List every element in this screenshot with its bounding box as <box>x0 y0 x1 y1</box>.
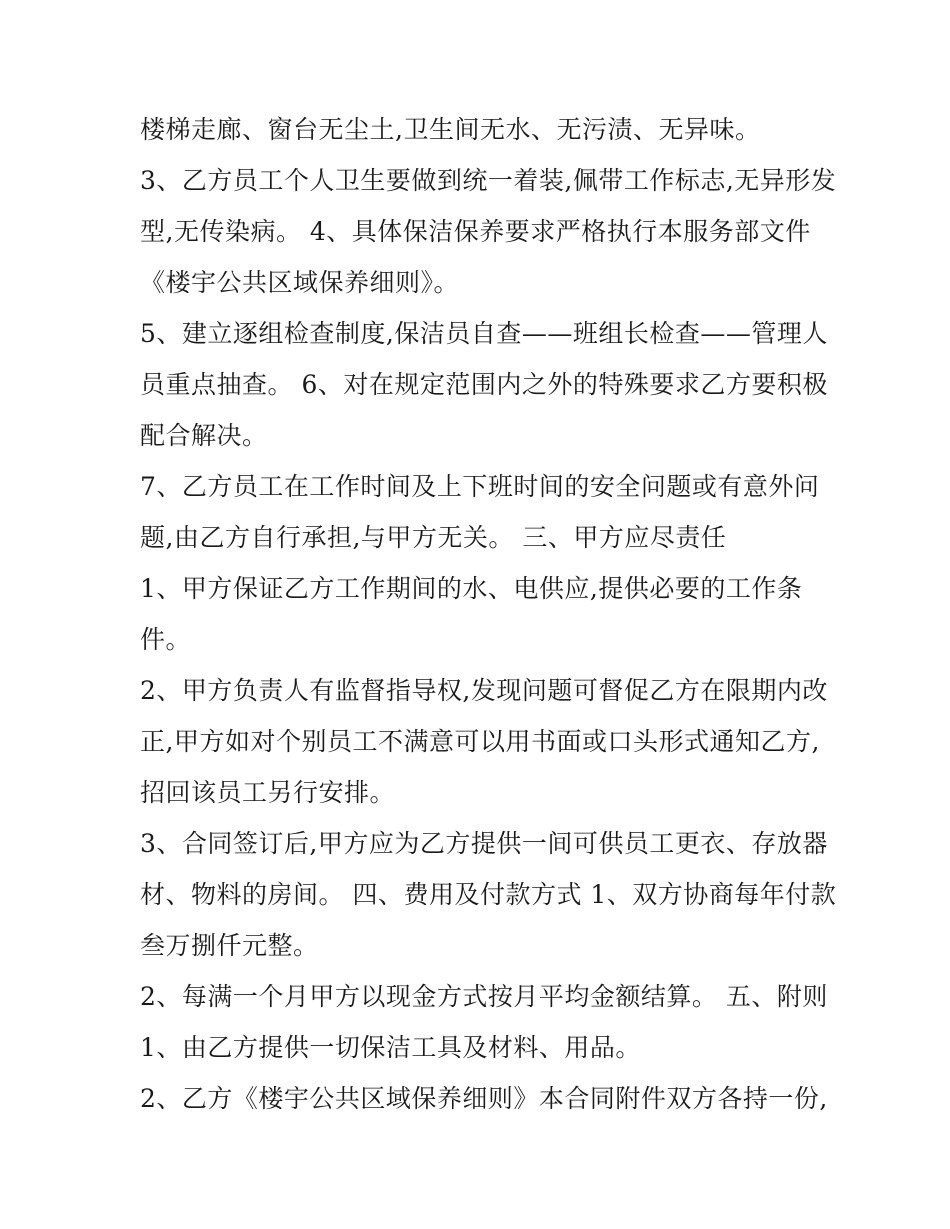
text-line: 3、乙方员工个人卫生要做到统一着装,佩带工作标志,无异形发 <box>140 166 837 195</box>
text-line: 2、每满一个月甲方以现金方式按月平均金额结算。 五、附则 <box>140 982 828 1011</box>
text-line: 材、物料的房间。 四、费用及付款方式 1、双方协商每年付款 <box>140 880 837 909</box>
text-line: 正,甲方如对个别员工不满意可以用书面或口头形式通知乙方, <box>140 727 820 756</box>
contract-text-body <box>140 104 840 1124</box>
text-line: 楼梯走廊、窗台无尘土,卫生间无水、无污渍、无异味。 <box>140 115 761 144</box>
text-line: 1、甲方保证乙方工作期间的水、电供应,提供必要的工作条 <box>140 574 803 603</box>
text-line: 员重点抽查。 6、对在规定范围内之外的特殊要求乙方要积极 <box>140 370 828 399</box>
text-line: 2、乙方《楼宇公共区域保养细则》本合同附件双方各持一份, <box>140 1084 828 1113</box>
text-line: 件。 <box>140 625 192 654</box>
text-line: 5、建立逐组检查制度,保洁员自查——班组长检查——管理人 <box>140 319 828 348</box>
text-line: 配合解决。 <box>140 421 268 450</box>
text-line: 7、乙方员工在工作时间及上下班时间的安全问题或有意外问 <box>140 472 820 501</box>
text-line: 3、合同签订后,甲方应为乙方提供一间可供员工更衣、存放器 <box>140 829 828 858</box>
text-line: 《楼宇公共区域保养细则》。 <box>140 268 460 297</box>
text-line: 叁万捌仟元整。 <box>140 931 319 960</box>
text-line: 1、由乙方提供一切保洁工具及材料、用品。 <box>140 1033 641 1062</box>
text-line: 题,由乙方自行承担,与甲方无关。 三、甲方应尽责任 <box>140 523 727 552</box>
text-line: 招回该员工另行安排。 <box>140 778 396 807</box>
text-line: 2、甲方负责人有监督指导权,发现问题可督促乙方在限期内改 <box>140 676 828 705</box>
text-line: 型,无传染病。 4、具体保洁保养要求严格执行本服务部文件 <box>140 217 811 246</box>
